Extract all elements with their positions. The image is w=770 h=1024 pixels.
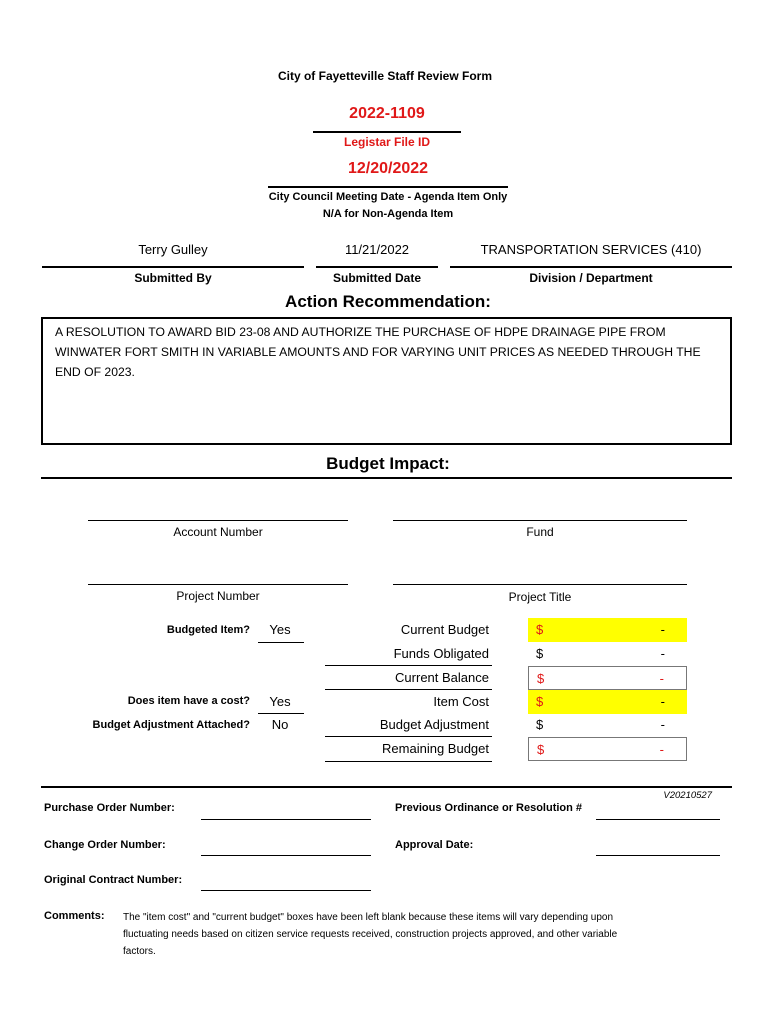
project-title-line [393, 584, 687, 585]
budgeted-item-underline [258, 642, 304, 643]
remaining-budget-value: - [659, 742, 664, 757]
form-title: City of Fayetteville Staff Review Form [277, 69, 493, 83]
budget-heading-rule [41, 477, 732, 479]
po-label: Purchase Order Number: [44, 802, 175, 814]
meeting-date: 12/20/2022 [347, 160, 429, 177]
prev-ordinance-field-line[interactable] [596, 819, 720, 820]
has-cost-value: Yes [269, 694, 291, 709]
division-value: TRANSPORTATION SERVICES (410) [480, 242, 702, 257]
budget-heading: Budget Impact: [326, 454, 450, 473]
change-order-field-line[interactable] [201, 855, 371, 856]
budget-adjustment-cell [528, 713, 687, 737]
submitted-by-label: Submitted By [134, 271, 212, 285]
remaining-budget-cell [528, 737, 687, 761]
action-heading: Action Recommendation: [285, 292, 491, 311]
funds-obligated-cell [528, 642, 687, 666]
submitted-by-value: Terry Gulley [138, 242, 208, 257]
current-balance-label: Current Balance [395, 670, 489, 685]
submitted-date-underline [316, 266, 438, 268]
budgeted-item-value: Yes [269, 622, 291, 637]
file-id-label: Legistar File ID [343, 135, 431, 149]
funds-obligated-rule [325, 665, 492, 666]
file-id: 2022-1109 [349, 105, 425, 122]
division-underline [450, 266, 732, 268]
item-cost-value: - [660, 694, 665, 709]
budget-adjustment-label: Budget Adjustment [379, 717, 489, 732]
remaining-budget-symbol: $ [537, 742, 545, 757]
project-title-label: Project Title [508, 590, 572, 604]
comments-line-3: factors. [123, 946, 156, 957]
remaining-budget-rule [325, 761, 492, 762]
approval-date-field-line[interactable] [596, 855, 720, 856]
file-id-underline [313, 131, 461, 133]
item-cost-label: Item Cost [433, 694, 489, 709]
has-cost-underline [258, 713, 304, 714]
budget-adjustment-rule [325, 736, 492, 737]
budgeted-item-label: Budgeted Item? [166, 624, 250, 636]
change-order-label: Change Order Number: [44, 839, 166, 851]
remaining-budget-label: Remaining Budget [382, 741, 489, 756]
comments-line-2: fluctuating needs based on citizen service requests received, construction projects approved, and other variable [123, 929, 618, 940]
item-cost-symbol: $ [536, 694, 544, 709]
account-number-line [88, 520, 348, 521]
current-budget-label: Current Budget [400, 622, 489, 637]
prev-ordinance-label: Previous Ordinance or Resolution # [395, 802, 583, 814]
adjustment-attached-label: Budget Adjustment Attached? [92, 719, 250, 731]
meeting-date-underline [268, 186, 508, 188]
current-balance-rule [325, 689, 492, 690]
current-balance-symbol: $ [537, 671, 545, 686]
submitted-date-label: Submitted Date [332, 271, 421, 285]
project-number-line [88, 584, 348, 585]
funds-obligated-label: Funds Obligated [393, 646, 489, 661]
approval-date-label: Approval Date: [395, 839, 474, 851]
current-budget-value: - [660, 622, 665, 637]
original-contract-label: Original Contract Number: [44, 874, 183, 886]
current-balance-cell [528, 666, 687, 690]
budget-adjustment-value: - [660, 717, 665, 732]
comments-text [123, 909, 733, 960]
adjustment-attached-value: No [271, 717, 289, 732]
original-contract-field-line[interactable] [201, 890, 371, 891]
has-cost-label: Does item have a cost? [127, 695, 250, 707]
current-budget-cell[interactable] [528, 618, 687, 642]
action-text-box [41, 317, 732, 445]
funds-obligated-symbol: $ [536, 646, 544, 661]
budget-adjustment-symbol: $ [536, 717, 544, 732]
form-version: V20210527 [663, 790, 712, 801]
comments-label: Comments: [44, 910, 105, 922]
current-balance-value: - [659, 671, 664, 686]
action-text: A RESOLUTION TO AWARD BID 23-08 AND AUTHORIZE THE PURCHASE OF HDPE DRAINAGE PIPE FROM WINWATER FORT SMITH IN VARIABLE AMOUNTS AND FOR VARYING UNIT PRICES AS NEEDED THROUGH THE END OF 2023. [55, 325, 701, 379]
meeting-date-label: City Council Meeting Date - Agenda Item Only [268, 191, 508, 203]
submitted-date-value: 11/21/2022 [344, 242, 410, 257]
footer-rule [41, 786, 732, 788]
comments-line-1: The "item cost" and "current budget" boxes have been left blank because these items will vary depending upon [123, 912, 614, 923]
meeting-date-note: N/A for Non-Agenda Item [322, 208, 454, 220]
item-cost-cell[interactable] [528, 690, 687, 714]
submitted-by-underline [42, 266, 304, 268]
project-number-label: Project Number [176, 589, 260, 603]
po-field-line[interactable] [201, 819, 371, 820]
account-number-label: Account Number [173, 525, 263, 539]
funds-obligated-value: - [660, 646, 665, 661]
current-budget-symbol: $ [536, 622, 544, 637]
division-label: Division / Department [529, 271, 653, 285]
fund-line [393, 520, 687, 521]
fund-label: Fund [526, 525, 554, 539]
